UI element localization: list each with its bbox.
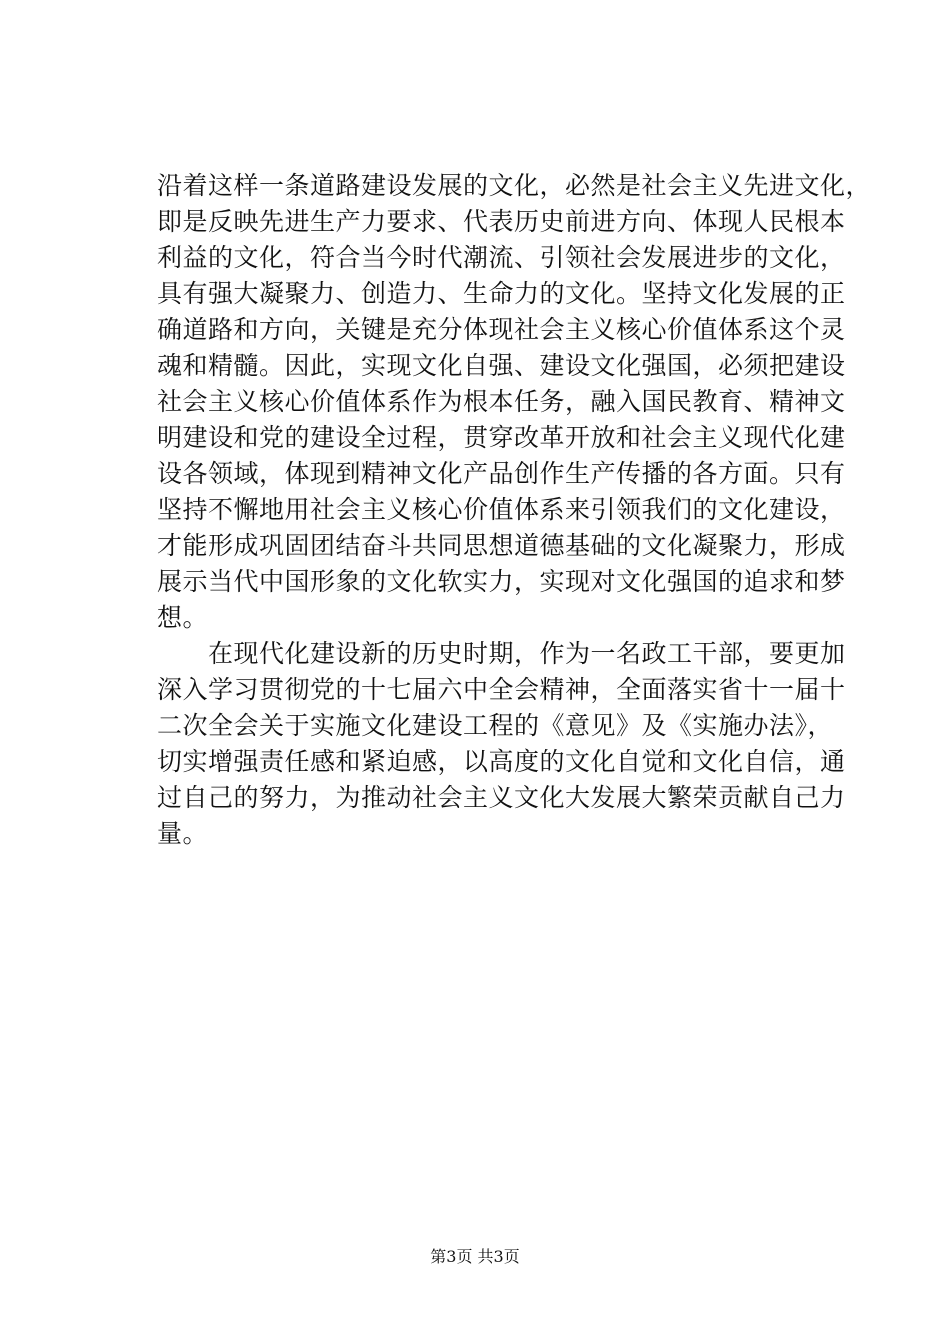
text-line: 想。 bbox=[157, 603, 209, 632]
text-line: 明建设和党的建设全过程，贯穿改革开放和社会主义现代化建 bbox=[157, 423, 846, 452]
body-text bbox=[157, 168, 872, 852]
text-line: 在现代化建设新的历史时期，作为一名政工干部，要更加 bbox=[157, 639, 846, 668]
text-line: 沿着这样一条道路建设发展的文化，必然是社会主义先进文化， bbox=[157, 171, 872, 200]
text-line: 坚持不懈地用社会主义核心价值体系来引领我们的文化建设， bbox=[157, 495, 846, 524]
text-line: 过自己的努力，为推动社会主义文化大发展大繁荣贡献自己力 bbox=[157, 783, 846, 812]
page-footer: 第3页 共3页 bbox=[430, 1247, 520, 1266]
text-line: 量。 bbox=[157, 819, 209, 848]
text-line: 即是反映先进生产力要求、代表历史前进方向、体现人民根本 bbox=[157, 207, 846, 236]
text-line: 利益的文化，符合当今时代潮流、引领社会发展进步的文化， bbox=[157, 243, 846, 272]
text-line: 魂和精髓。因此，实现文化自强、建设文化强国，必须把建设 bbox=[157, 351, 846, 380]
text-line: 展示当代中国形象的文化软实力，实现对文化强国的追求和梦 bbox=[157, 567, 846, 596]
text-line: 确道路和方向，关键是充分体现社会主义核心价值体系这个灵 bbox=[157, 315, 846, 344]
text-line: 社会主义核心价值体系作为根本任务，融入国民教育、精神文 bbox=[157, 387, 846, 416]
text-line: 深入学习贯彻党的十七届六中全会精神，全面落实省十一届十 bbox=[157, 675, 846, 704]
text-line: 才能形成巩固团结奋斗共同思想道德基础的文化凝聚力，形成 bbox=[157, 531, 846, 560]
text-line: 设各领域，体现到精神文化产品创作生产传播的各方面。只有 bbox=[157, 459, 846, 488]
text-line: 切实增强责任感和紧迫感，以高度的文化自觉和文化自信，通 bbox=[157, 747, 846, 776]
text-line: 二次全会关于实施文化建设工程的《意见》及《实施办法》， bbox=[157, 711, 834, 740]
text-line: 具有强大凝聚力、创造力、生命力的文化。坚持文化发展的正 bbox=[157, 279, 846, 308]
